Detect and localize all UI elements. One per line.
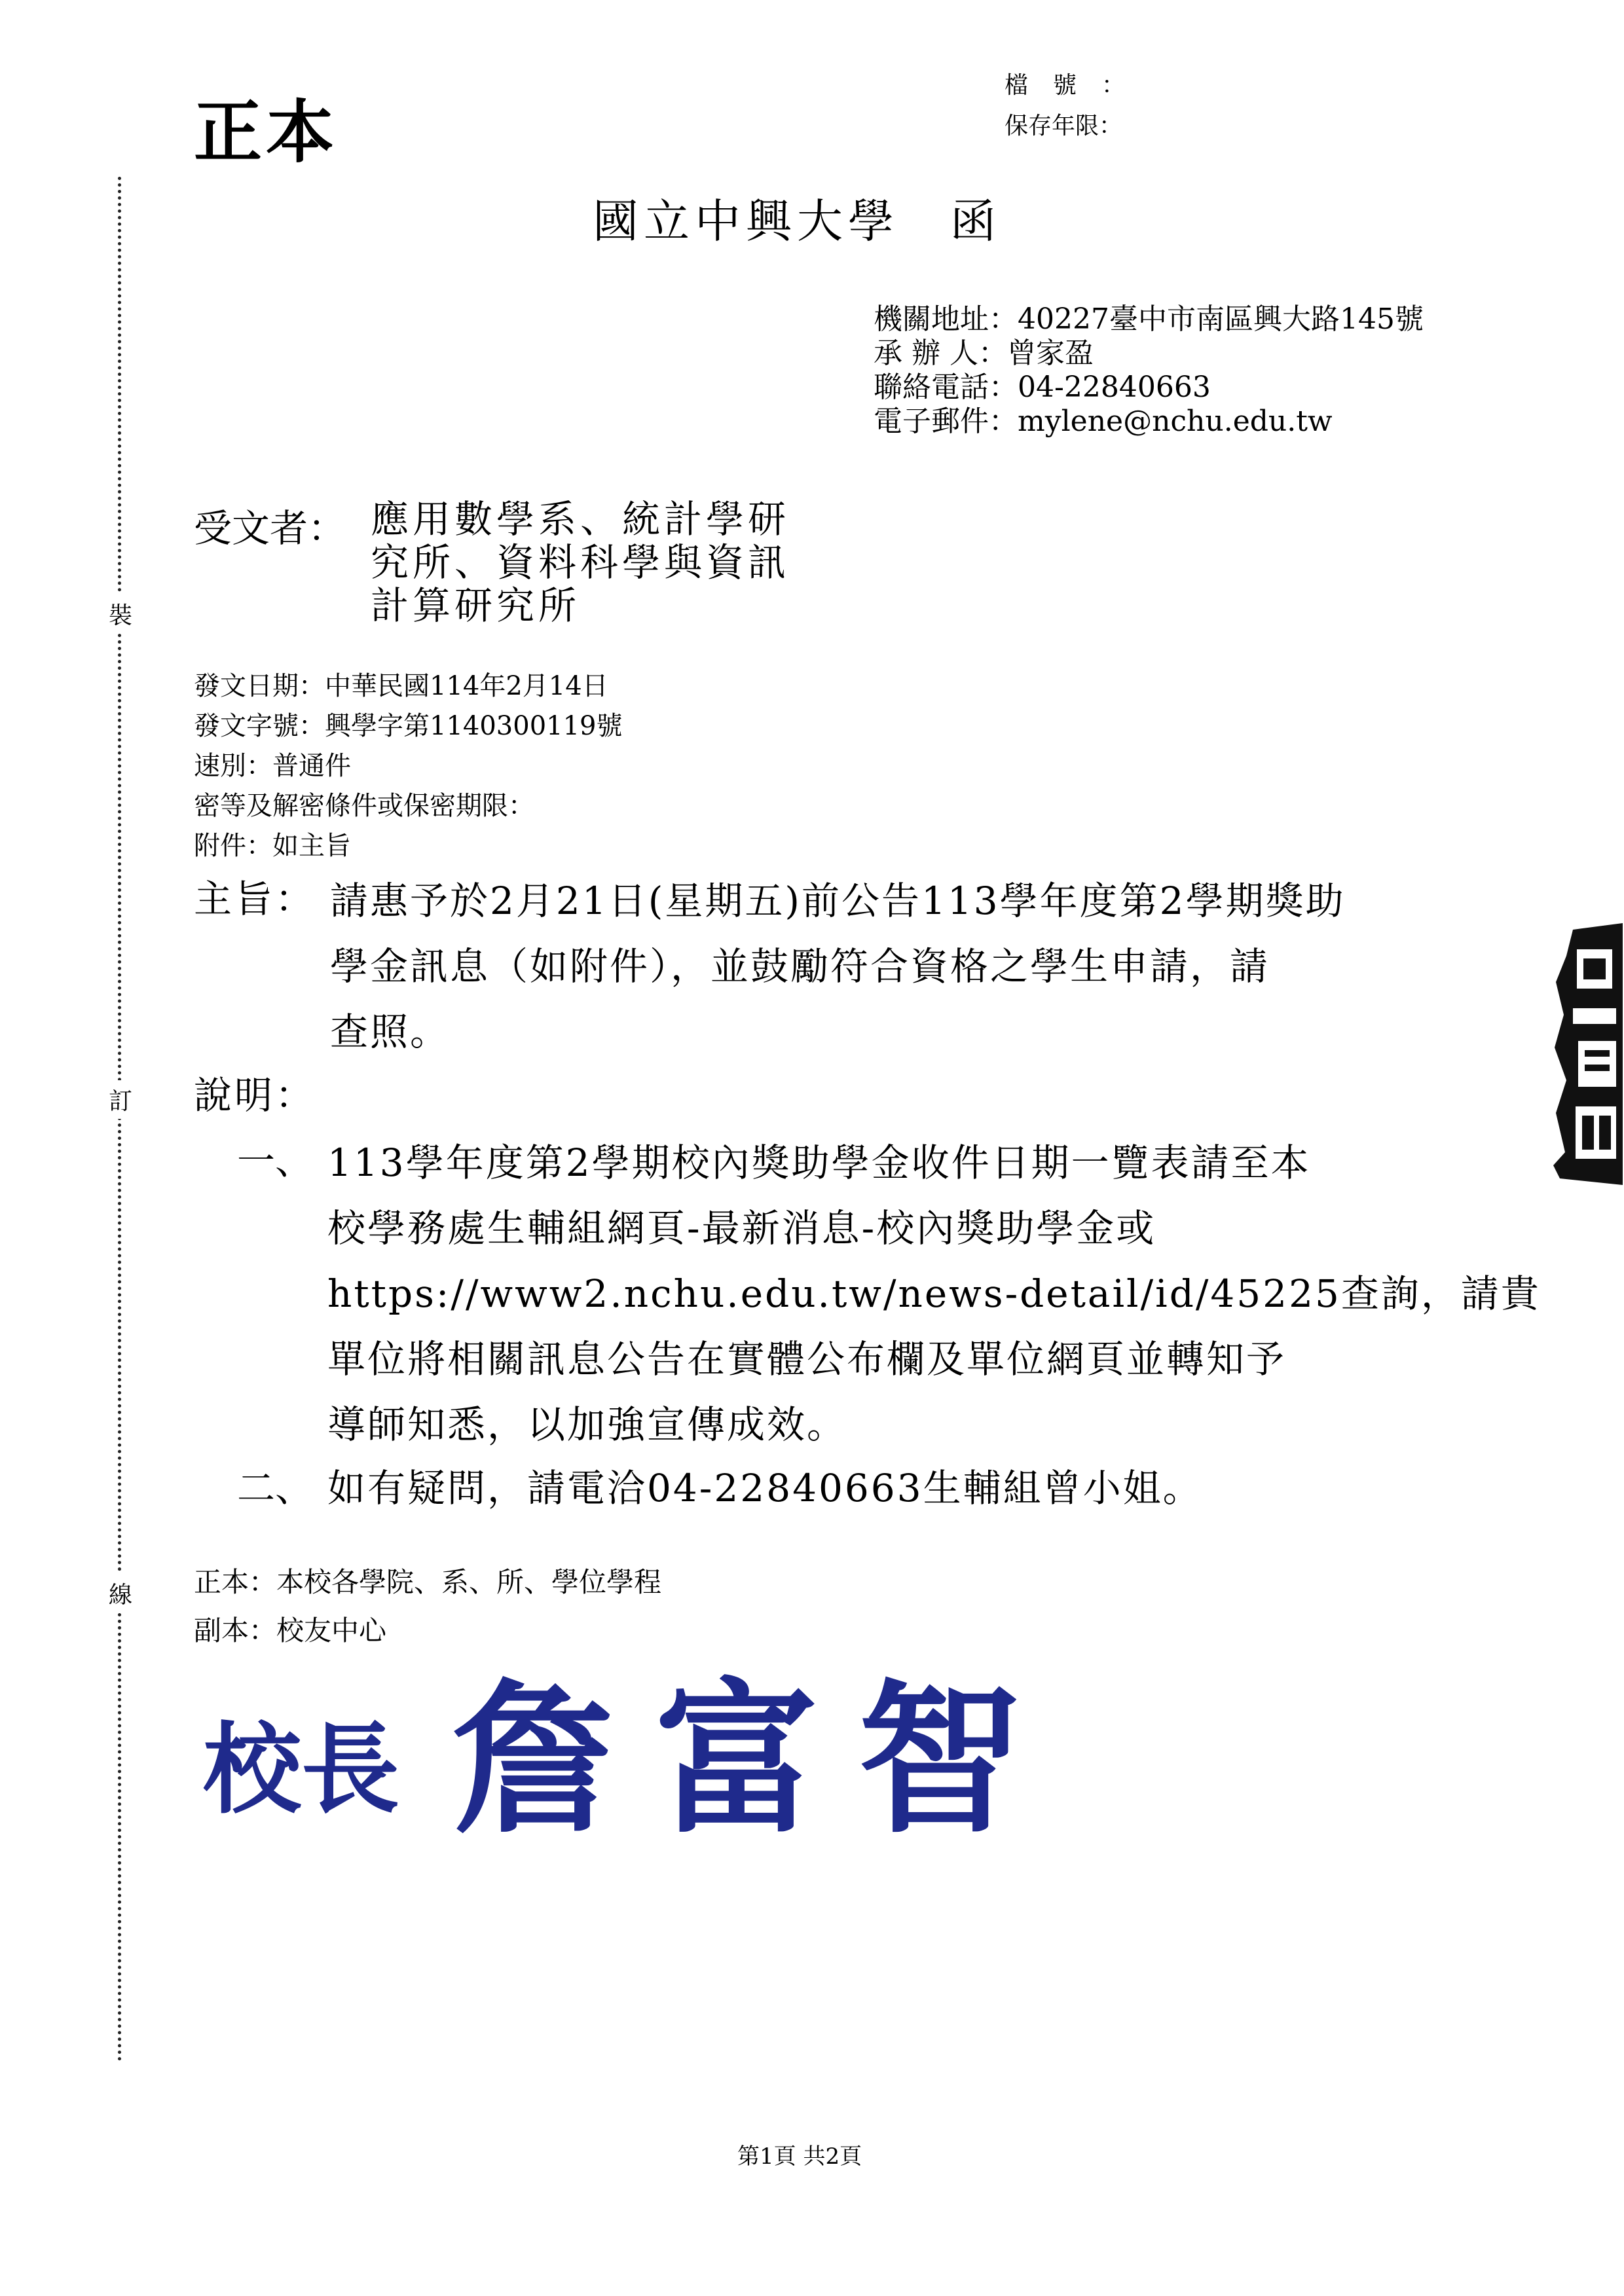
retention-label: 保存年限：	[1005, 113, 1123, 139]
document-meta	[194, 666, 623, 866]
explanation-url-line: https://www2.nchu.edu.tw/news-detail/id/45225查詢，請貴	[327, 1271, 1541, 1316]
recipient-line: 究所、資料科學與資訊	[371, 540, 790, 585]
explanation-item-number: 二、	[237, 1466, 314, 1510]
binding-mark-zhuang: 裝	[109, 594, 132, 633]
explanation-item-body	[327, 1130, 1541, 1457]
subject-body	[330, 868, 1346, 1065]
secrecy-level: 密等及解密條件或保密期限：	[194, 791, 534, 821]
subject-line: 查照。	[330, 1010, 451, 1054]
explanation-line: 113學年度第2學期校內獎助學金收件日期一覽表請至本	[327, 1140, 1311, 1185]
explanation-item-number: 一、	[237, 1139, 314, 1183]
issue-date: 發文日期：中華民國114年2月14日	[194, 671, 608, 701]
seal-stamp	[1547, 917, 1623, 1192]
copy-type: 正本	[194, 92, 339, 172]
distribution-main: 正本：本校各學院、系、所、學位學程	[194, 1566, 662, 1598]
explanation-line: 單位將相關訊息公告在實體公布欄及單位網頁並轉知予	[327, 1337, 1287, 1381]
page-footer: 第1頁 共2頁	[737, 2143, 862, 2170]
explanation-line: 校學務處生輔組網頁-最新消息-校內獎助學金或	[327, 1206, 1156, 1250]
contact-handler: 承 辦 人：曾家盈	[874, 337, 1094, 370]
explanation-line: 導師知悉，以加強宣傳成效。	[327, 1402, 847, 1447]
subject-line: 學金訊息（如附件），並鼓勵符合資格之學生申請，請	[330, 944, 1270, 989]
binding-dotted-line	[118, 177, 121, 2062]
binding-mark-xian: 線	[109, 1574, 132, 1613]
recipient-line: 應用數學系、統計學研	[371, 497, 790, 541]
recipient-line: 計算研究所	[371, 583, 581, 628]
file-info	[1005, 65, 1150, 147]
file-number-label: 檔號：	[1005, 72, 1151, 99]
subject-line: 請惠予於2月21日(星期五)前公告113學年度第2學期獎助	[330, 879, 1346, 923]
recipient-body	[371, 498, 790, 627]
contact-address: 機關地址：40227臺中市南區興大路145號	[874, 302, 1424, 336]
signature-title: 校長	[203, 1712, 400, 1827]
explanation-line: 如有疑問，請電洽04-22840663生輔組曾小姐。	[327, 1466, 1203, 1510]
document-number: 發文字號：興學字第1140300119號	[194, 711, 623, 741]
contact-block	[874, 302, 1424, 439]
binding-mark-ding: 訂	[109, 1080, 132, 1119]
explanation-label: 說明：	[194, 1073, 316, 1118]
president-signature	[196, 1637, 1061, 1853]
document-title: 國立中興大學 函	[593, 194, 1001, 248]
attachment-note: 附件：如主旨	[194, 831, 351, 861]
subject-label: 主旨：	[194, 877, 316, 921]
contact-email: 電子郵件：mylene@nchu.edu.tw	[874, 405, 1333, 438]
distribution-copy: 副本：校友中心	[194, 1614, 387, 1647]
signature-name: 詹富智	[452, 1663, 1061, 1853]
recipient-label: 受文者：	[194, 506, 346, 551]
speed-class: 速別：普通件	[194, 751, 351, 781]
contact-phone: 聯絡電話：04-22840663	[874, 371, 1211, 404]
explanation-item-body	[327, 1457, 1203, 1512]
